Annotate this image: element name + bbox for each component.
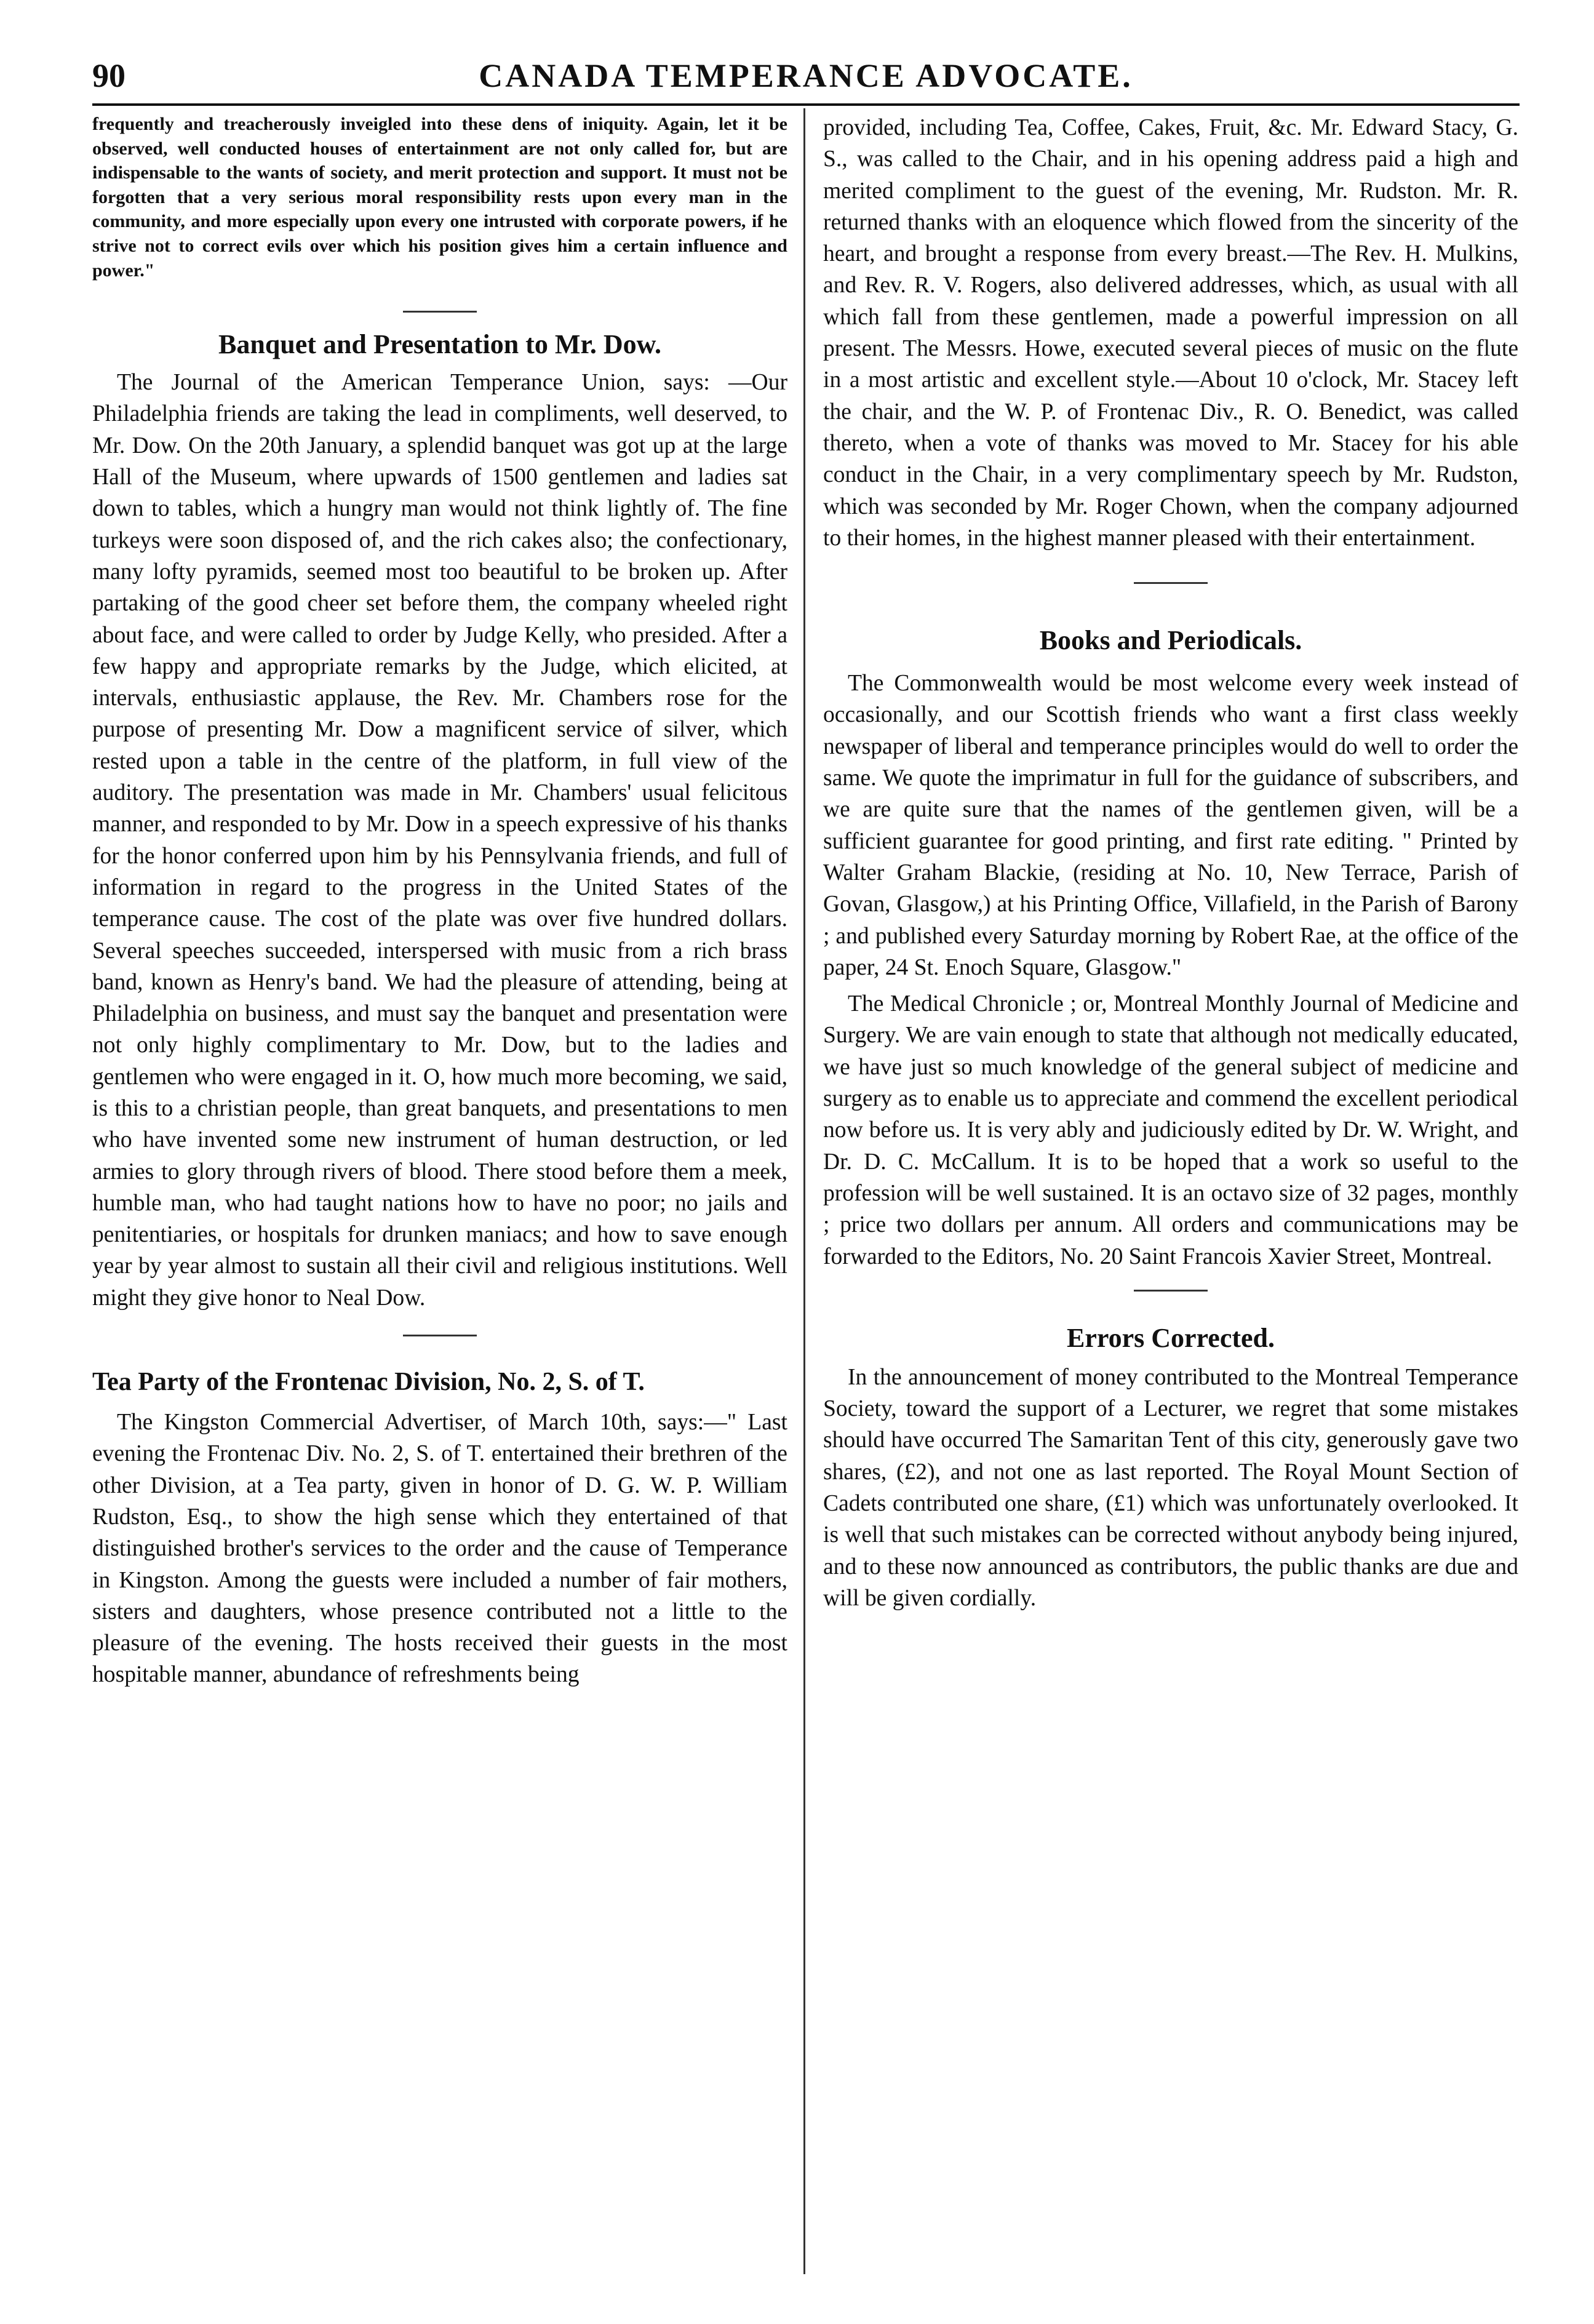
tea-party-article-text: The Kingston Commercial Advertiser, of March 10th, says:—" Last evening the Frontenac Div. No. 2, S. of T. entertained their brethren of the other Division, at a Tea party, given in honor of D. G. W. P. William Rudston, Esq., to show the high sense which they entertained of that distinguished brother's services to the order and the cause of Temperance in Kingston. Among the guests were included a number of fair mothers, sisters and daughters, whose presence contributed not a little to the pleasure of the evening. The hosts received their guests in the most hospitable manner, abundance of refreshments being [92, 1410, 787, 1688]
banquet-heading: Banquet and Presentation to Mr. Dow. [218, 329, 661, 360]
header-rule [92, 103, 1520, 106]
right-column [823, 112, 1518, 1614]
errors-corrected-heading: Errors Corrected. [1066, 1322, 1275, 1353]
left-column [92, 112, 787, 1691]
page-number: 90 [92, 57, 126, 94]
article-continuation-text: frequently and treacherously inveigled into these dens of iniquity. Again, let it be observed, well conducted houses of entertainment are not only called for, but are indispensable to the wants of society, and merit protection and support. It must not be forgotten that a very serious moral responsibility rests upon every man in the community, and more especially upon every one intrusted with corporate powers, if he strive not to correct evils over which his position gives him a certain influence and power." [92, 114, 787, 281]
tea-party-continued-text: provided, including Tea, Coffee, Cakes, Fruit, &c. Mr. Edward Stacy, G. S., was called to the Chair, and in his opening address paid a high and merited compliment to the guest of the evening, Mr. Rudston. Mr. R. returned thanks with an eloquence which flowed from the sincerity of the heart, and brought a response from every breast.—The Rev. H. Mulkins, and Rev. R. V. Rogers, also delivered addresses, which, as usual with all which fall from these gentlemen, made a powerful impression on all present. The Messrs. Howe, executed several pieces of music on the flute in a most artistic and excellent style.—About 10 o'clock, Mr. Stacey left the chair, and the W. P. of Frontenac Div., R. O. Benedict, was called thereto, when a vote of thanks was moved to Mr. Stacey for his able conduct in the Chair, in a very complimentary speech by Mr. Rudston, which was seconded by Mr. Roger Chown, when the company adjourned to their homes, in the highest manner pleased with their entertainment. [823, 115, 1518, 551]
tea-party-heading: Tea Party of the Frontenac Division, No. 2, S. of T. [92, 1368, 645, 1397]
books-periodicals-heading: Books and Periodicals. [1039, 625, 1302, 656]
page-header [92, 57, 1520, 118]
medical-chronicle-review-text: The Medical Chronicle ; or, Montreal Monthly Journal of Medicine and Surgery. We are vain enough to state that although not medically educated, we have just so much knowledge of the general subject of medicine and surgery as to enable us to appreciate and commend the excellent periodical now before us. It is very ably and judiciously edited by Dr. W. Wright, and Dr. D. C. McCallum. It is to be hoped that a work so useful to the profession will be well sustained. It is an octavo size of 32 pages, monthly ; price two dollars per annum. All orders and communications may be forwarded to the Editors, No. 20 Saint Francois Xavier Street, Montreal. [823, 991, 1518, 1269]
banquet-article-text: The Journal of the American Temperance Union, says: —Our Philadelphia friends are taking the lead in compliments, well deserved, to Mr. Dow. On the 20th January, a splendid banquet was got up at the large Hall of the Museum, where upwards of 1500 gentlemen and ladies sat down to tables, which a hungry man would not think lightly of. The fine turkeys were soon disposed of, and the rich cakes also; the confectionary, many lofty pyramids, seemed most too beautiful to be broken up. After partaking of the good cheer set before them, the company wheeled right about face, and were called to order by Judge Kelly, who presided. After a few happy and appropriate remarks by the Judge, which elicited, at intervals, enthusiastic applause, the Rev. Mr. Chambers rose for the purpose of presenting Mr. Dow a magnificent service of silver, which rested upon a table in the centre of the platform, in full view of the auditory. The presentation was made in Mr. Chambers' usual felicitous manner, and responded to by Mr. Dow in a speech expressive of his thanks for the honor conferred upon him by his Pennsylvania friends, and full of information in regard to the progress in the United States of the temperance cause. The cost of the plate was over five hundred dollars. Several speeches succeeded, interspersed with music from a rich brass band, known as Henry's band. We had the pleasure of attending, being at Philadelphia on business, and must say the banquet and presentation were not only highly complimentary to Mr. Dow, but to the ladies and gentlemen who were engaged in it. O, how much more becoming, we said, is this to a christian people, than great banquets, and presentations to men who have invented some new instrument of human destruction, or led armies to glory through rivers of blood. There stood before them a meek, humble man, who had taught nations how to have no poor; no jails and penitentiaries, or hospitals for drunken maniacs; and how to save enough year by year almost to sustain all their civil and religious institutions. Well might they give honor to Neal Dow. [92, 370, 787, 1311]
running-title: CANADA TEMPERANCE ADVOCATE. [479, 57, 1133, 94]
commonwealth-review-text: The Commonwealth would be most welcome every week instead of occasionally, and our Scottish friends who want a first class weekly newspaper of liberal and temperance principles would do well to order the same. We quote the imprimatur in full for the guidance of subscribers, and we are quite sure that the names of the gentlemen given, will be a sufficient guarantee for good printing, and first rate editing. " Printed by Walter Graham Blackie, (residing at No. 10, New Terrace, Parish of Govan, Glasgow,) at his Printing Office, Villafield, in the Parish of Barony ; and published every Saturday morning by Robert Rae, at the office of the paper, 24 St. Enoch Square, Glasgow." [823, 671, 1518, 980]
column-divider [803, 108, 805, 2274]
errors-corrected-text: In the announcement of money contributed to the Montreal Temperance Society, toward the support of a Lecturer, we regret that some mistakes should have occurred The Samaritan Tent of this city, generously gave two shares, (£2), and not one as last reported. The Royal Mount Section of Cadets contributed one share, (£1) which was unfortunately overlooked. It is well that such mistakes can be corrected without anybody being injured, and to these now announced as contributors, the public thanks are due and will be given cordially. [823, 1364, 1518, 1611]
